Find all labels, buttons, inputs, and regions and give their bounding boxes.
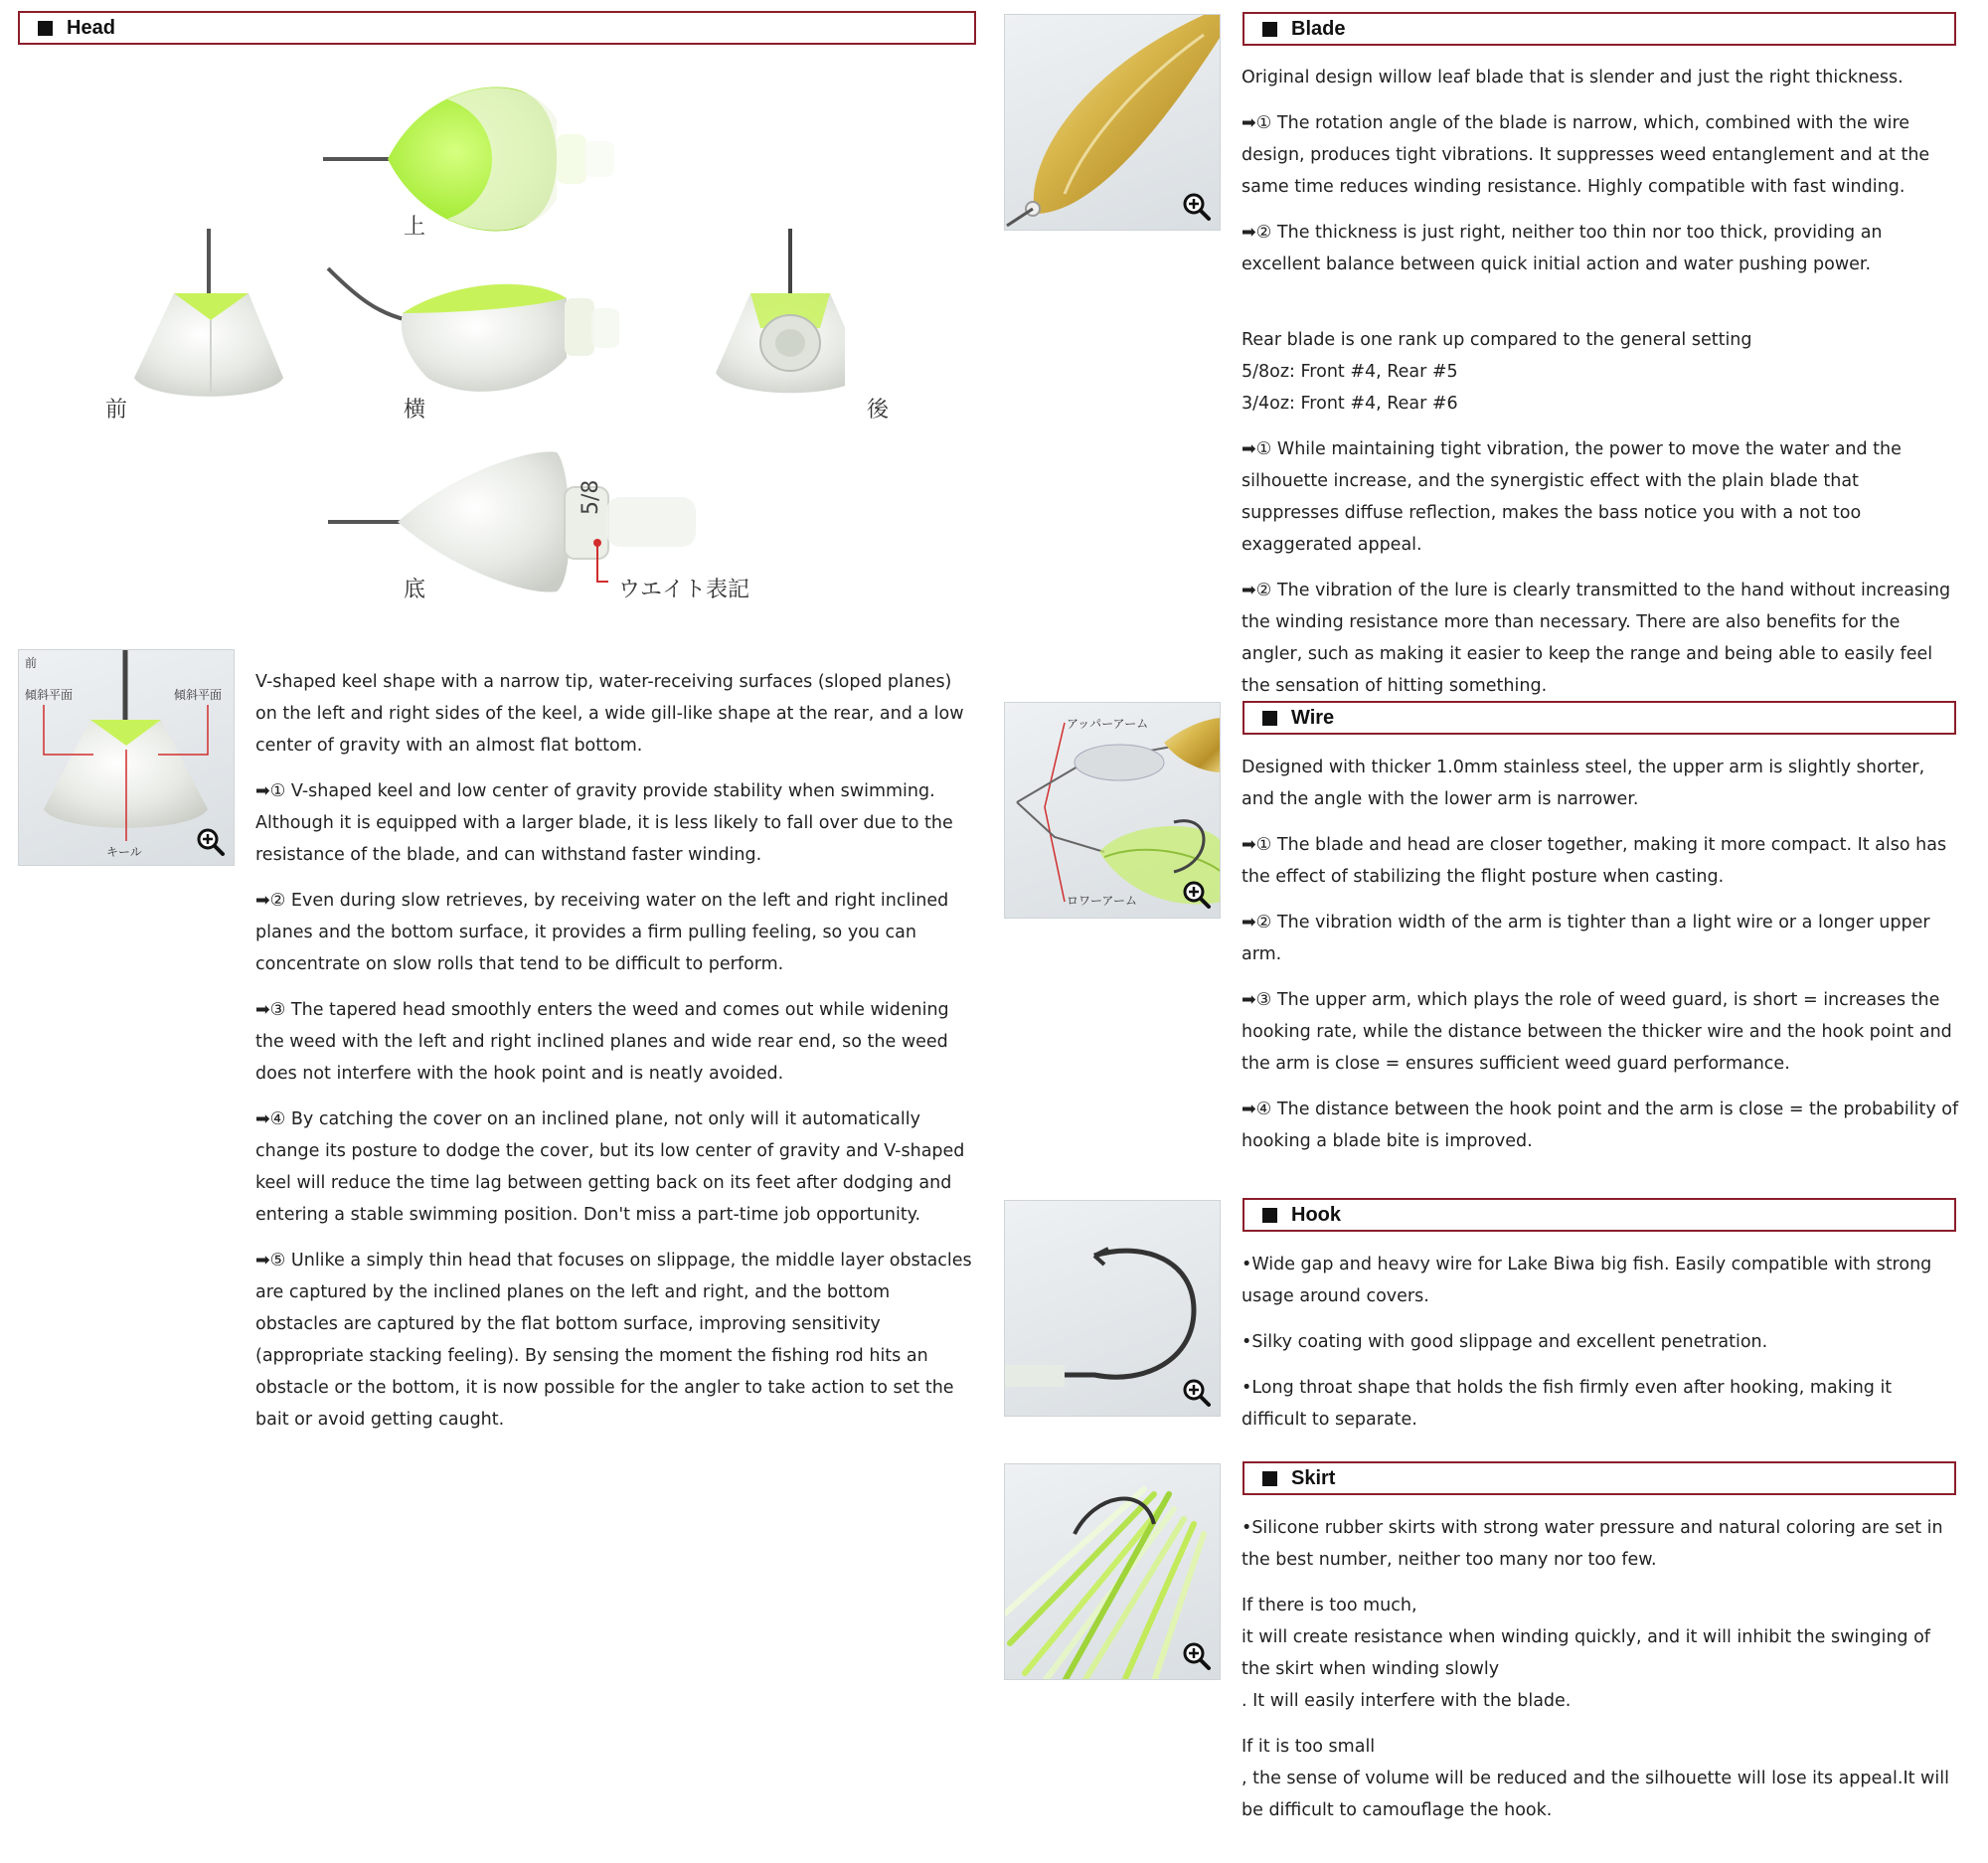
head-paragraph-4: ➡④ By catching the cover on an inclined plane, not only will it automatically change its posture to dodge the cover, but its low center of gravity and V-shaped keel will reduce the time lag between getting back on its feet after dodging and entering a stable swimming position. Don't miss a part-time job opportunity. — [255, 1109, 965, 1225]
view-label-front: 前 — [105, 398, 128, 423]
thumb-label-front: 前 — [25, 656, 38, 670]
thumb-label-keel: キール — [106, 845, 142, 859]
weight-value-label: 5/8 — [579, 479, 603, 515]
zoom-icon[interactable] — [1182, 1641, 1212, 1671]
head-section-header — [18, 11, 976, 45]
wire-paragraph-0: Designed with thicker 1.0mm stainless steel, the upper arm is slightly shorter, and the angle with the lower arm is narrower. — [1242, 758, 1925, 809]
zoom-icon[interactable] — [196, 827, 226, 857]
head-paragraph-1: ➡① V-shaped keel and low center of gravity provide stability when swimming. Although it is equipped with a larger blade, it is less likely to fall over due to the resistance of the blade, and can withstand faster winding. — [255, 781, 953, 865]
weight-note-label: ウエイト表記 — [618, 578, 750, 602]
blade-rear-34: 3/4oz: Front #4, Rear #6 — [1242, 394, 1458, 414]
hook-description — [1242, 1249, 1959, 1449]
head-paragraph-3: ➡③ The tapered head smoothly enters the weed and comes out while widening the weed with the left and right inclined planes and wide rear end, so the weed does not interfere with the hook point and is neatly avoided. — [255, 1000, 949, 1084]
head-top-view — [323, 87, 614, 232]
head-title: Head — [67, 16, 115, 39]
square-bullet-icon — [1262, 711, 1277, 726]
view-label-side: 横 — [404, 398, 426, 423]
hook-thumbnail[interactable] — [1004, 1200, 1221, 1417]
blade-title: Blade — [1291, 17, 1346, 40]
wire-paragraph-2: ➡② The vibration width of the arm is tighter than a light wire or a longer upper arm. — [1242, 913, 1930, 964]
view-label-top: 上 — [404, 215, 426, 240]
square-bullet-icon — [1262, 1208, 1277, 1223]
head-views-diagram — [89, 60, 845, 616]
wire-title: Wire — [1291, 706, 1335, 729]
wire-paragraph-3: ➡③ The upper arm, which plays the role of weed guard, is short = increases the hooking rate, while the distance between the thicker wire and the hook point and the arm is close = ensures sufficient weed guard performance. — [1242, 990, 1952, 1074]
thumb-label-upper-arm: アッパーアーム — [1067, 717, 1149, 731]
skirt-small-line-0: If it is too small — [1242, 1737, 1376, 1757]
wire-description — [1242, 752, 1959, 1171]
blade-thumbnail[interactable] — [1004, 14, 1221, 231]
square-bullet-icon — [1262, 1471, 1277, 1486]
head-rear-view — [716, 229, 845, 393]
head-side-view — [328, 268, 619, 392]
hook-title: Hook — [1291, 1203, 1341, 1226]
thumb-label-slope-left: 傾斜平面 — [25, 688, 74, 702]
blade-paragraph-2: ➡② The thickness is just right, neither too thin nor too thick, providing an excellent balance between quick initial action and water pushing power. — [1242, 223, 1883, 274]
hook-section-header — [1242, 1198, 1956, 1232]
hook-paragraph-2: •Long throat shape that holds the fish firmly even after hooking, making it difficult to separate. — [1242, 1378, 1893, 1430]
blade-description — [1242, 62, 1959, 716]
zoom-icon[interactable] — [1182, 1378, 1212, 1408]
wire-paragraph-1: ➡① The blade and head are closer together, making it more compact. It also has the effect of stabilizing the flight posture when casting. — [1242, 835, 1947, 887]
hook-paragraph-1: •Silky coating with good slippage and excellent penetration. — [1242, 1332, 1768, 1352]
wire-paragraph-4: ➡④ The distance between the hook point and the arm is close = the probability of hooking a blade bite is improved. — [1242, 1100, 1959, 1151]
skirt-description — [1242, 1512, 1959, 1826]
head-front-view — [134, 229, 283, 397]
wire-thumbnail[interactable] — [1004, 702, 1221, 919]
head-front-thumbnail[interactable] — [18, 649, 235, 866]
skirt-much-line-2: . It will easily interfere with the blade. — [1242, 1691, 1572, 1711]
view-label-rear: 後 — [867, 398, 890, 423]
skirt-thumbnail[interactable] — [1004, 1463, 1221, 1680]
thumb-label-slope-right: 傾斜平面 — [174, 688, 223, 702]
view-label-bottom: 底 — [404, 578, 426, 602]
skirt-small-line-1: , the sense of volume will be reduced and the silhouette will lose its appeal.It will be difficult to camouflage the hook. — [1242, 1769, 1949, 1820]
head-paragraph-2: ➡② Even during slow retrieves, by receiving water on the left and right inclined planes and the bottom surface, it provides a firm pulling feeling, so you can concentrate on slow rolls that tend to be difficult to perform. — [255, 891, 949, 974]
blade-paragraph-0: Original design willow leaf blade that is slender and just the right thickness. — [1242, 68, 1904, 87]
skirt-much-line-0: If there is too much, — [1242, 1596, 1417, 1615]
blade-paragraph2-1: ➡② The vibration of the lure is clearly transmitted to the hand without increasing the winding resistance more than necessary. There are also benefits for the angler, such as making it easier to keep the range and being able to easily feel the sensation of hitting something. — [1242, 581, 1951, 696]
square-bullet-icon — [38, 21, 53, 36]
skirt-much-line-1: it will create resistance when winding quickly, and it will inhibit the swinging of the skirt when winding slowly — [1242, 1627, 1930, 1679]
head-paragraph-0: V-shaped keel shape with a narrow tip, water-receiving surfaces (sloped planes) on the left and right sides of the keel, a wide gill-like shape at the rear, and a low center of gravity with an almost flat bottom. — [255, 672, 964, 756]
skirt-title: Skirt — [1291, 1466, 1336, 1489]
blade-rear-intro: Rear blade is one rank up compared to the general setting — [1242, 330, 1752, 350]
square-bullet-icon — [1262, 22, 1277, 37]
zoom-icon[interactable] — [1182, 192, 1212, 222]
blade-section-header — [1242, 12, 1956, 46]
wire-section-header — [1242, 701, 1956, 735]
blade-paragraph2-0: ➡① While maintaining tight vibration, the power to move the water and the silhouette increase, and the synergistic effect with the plain blade that suppresses diffuse reflection, makes the bass notice you with a not too exaggerated appeal. — [1242, 439, 1902, 555]
blade-paragraph-1: ➡① The rotation angle of the blade is narrow, which, combined with the wire design, produces tight vibrations. It suppresses weed entanglement and at the same time reduces winding resistance. Highly compatible with fast winding. — [1242, 113, 1930, 197]
head-bottom-view — [328, 451, 696, 592]
thumb-label-lower-arm: ロワーアーム — [1067, 894, 1138, 908]
skirt-paragraph-0: •Silicone rubber skirts with strong water pressure and natural coloring are set in the best number, neither too many nor too few. — [1242, 1518, 1943, 1570]
zoom-icon[interactable] — [1182, 880, 1212, 910]
head-paragraph-5: ➡⑤ Unlike a simply thin head that focuses on slippage, the middle layer obstacles are captured by the inclined planes on the left and right, and the bottom obstacles are captured by the flat bottom surface, improving sensitivity (appropriate stacking feeling). By sensing the moment the fishing rod hits an obstacle or the bottom, it is now possible for the angler to take action to set the bait or avoid getting caught. — [255, 1251, 972, 1430]
blade-rear-58: 5/8oz: Front #4, Rear #5 — [1242, 362, 1458, 382]
skirt-section-header — [1242, 1461, 1956, 1495]
head-description — [255, 666, 976, 1449]
hook-paragraph-0: •Wide gap and heavy wire for Lake Biwa big fish. Easily compatible with strong usage around covers. — [1242, 1255, 1932, 1306]
